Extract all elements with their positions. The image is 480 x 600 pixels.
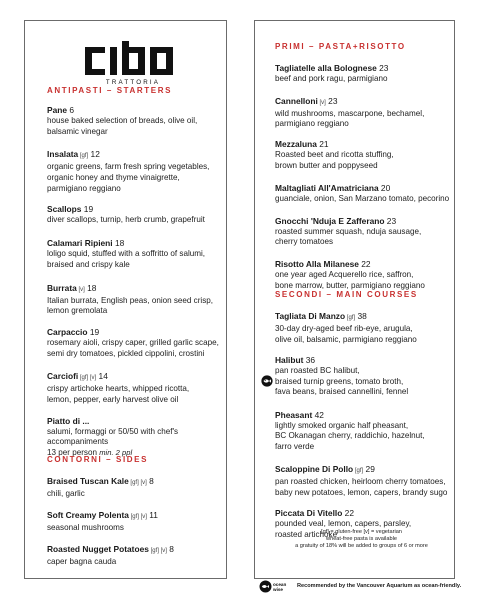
dish-name: Halibut 36 <box>275 355 316 365</box>
dish-name: Piccata Di Vitello 22 <box>275 508 354 519</box>
dish-name: Carciofi [gf] [v] 14 <box>47 371 108 382</box>
dish-description: caper bagna cauda <box>47 557 117 567</box>
dish-description: bone marrow, butter, parmigiano reggiano <box>275 280 425 290</box>
dish-tags: [gf] <box>353 468 364 475</box>
primi-item <box>275 139 448 171</box>
ocean-wise-text: Recommended by the Vancouver Aquarium as ocean-friendly. <box>297 583 462 589</box>
antipasti-heading: ANTIPASTI – STARTERS <box>47 86 173 95</box>
primi-heading: PRIMI – PASTA+RISOTTO <box>275 42 406 51</box>
dish-name: Burrata [v] 18 <box>47 282 97 293</box>
dish-price: 19 <box>81 204 94 215</box>
left-menu-panel <box>24 20 227 579</box>
contorni-item <box>47 544 220 568</box>
dish-price: 8 <box>166 544 174 555</box>
cibo-logo <box>83 41 183 87</box>
dish-description: rosemary aioli, crispy caper, grilled garlic scape, <box>47 338 219 347</box>
dish-price: 42 <box>312 409 324 420</box>
antipasti-item <box>47 149 220 194</box>
dish-description: 30-day dry-aged beef rib-eye, arugula, <box>275 324 413 333</box>
dish-description: semi dry tomatoes, pickled cippolini, crostini <box>47 348 205 358</box>
pasta-note: wheat-free pasta is available <box>326 536 397 542</box>
dish-description: parmigiano reggiano <box>47 183 121 193</box>
antipasti-item <box>47 238 220 270</box>
dish-description: BC Okanagan cherry, raddichio, hazelnut, <box>275 431 425 441</box>
primi-item <box>275 63 448 85</box>
dish-description: pounded veal, lemon, capers, parsley, <box>275 519 412 529</box>
contorni-heading: CONTORNI – SIDES <box>47 455 149 464</box>
dish-description: lemon gremolata <box>47 306 108 316</box>
dish-name: Maltagliati All'Amatriciana 20 <box>275 182 391 193</box>
dish-description: wild mushrooms, mascarpone, bechamel, <box>275 108 425 118</box>
dish-name: Roasted Nugget Potatoes [gf] [v] 8 <box>47 544 174 555</box>
dish-description: seasonal mushrooms <box>47 523 124 533</box>
contorni-item <box>47 476 220 500</box>
dish-tags: [gf] [v] <box>78 375 97 382</box>
secondi-item <box>275 311 448 345</box>
dish-description: organic honey and thyme vinaigrette, <box>47 172 180 182</box>
dish-description: roasted artichoke <box>275 529 338 539</box>
secondi-item <box>275 355 448 398</box>
dish-description: diver scallops, turnip, herb crumb, grapefruit <box>47 215 205 225</box>
dish-description: organic greens, farm fresh spring vegetables, <box>47 162 210 172</box>
dish-price: 21 <box>316 139 329 150</box>
dish-price: 14 <box>96 371 108 382</box>
dish-description: pan roasted BC halibut, <box>275 366 360 375</box>
dish-name: Tagliatelle alla Bolognese 23 <box>275 63 389 73</box>
dish-description: roasted summer squash, nduja sausage, <box>275 226 422 236</box>
dish-description: brown butter and poppyseed <box>275 160 378 170</box>
contorni-item <box>47 510 220 534</box>
dish-description: cherry tomatoes <box>275 237 334 247</box>
dish-price: 22 <box>342 508 354 519</box>
dish-price-note: 13 per person min. 2 ppl <box>47 447 133 457</box>
dish-tags: [gf] [v] <box>148 548 167 555</box>
logo-subtitle: TRATTORIA <box>105 79 161 86</box>
dish-description: guanciale, onion, San Marzano tomato, pecorino <box>275 193 450 203</box>
dish-name: Soft Creamy Polenta [gf] [v] 11 <box>47 510 158 521</box>
dish-price: 23 <box>376 63 389 73</box>
fish-icon <box>261 375 273 387</box>
dish-name: Gnocchi 'Nduja E Zafferano 23 <box>275 215 397 226</box>
ocean-wise-word-1: ocean <box>273 582 287 587</box>
ocean-wise-logo <box>259 580 293 593</box>
antipasti-item <box>47 416 220 459</box>
dish-tags: [gf] [v] <box>128 514 147 521</box>
dish-description: olive oil, balsamic, parmigiano reggiano <box>275 334 417 344</box>
dish-price: 8 <box>146 476 154 486</box>
dish-tags: [gf] <box>345 315 356 321</box>
dish-name: Braised Tuscan Kale [gf] [v] 8 <box>47 476 154 486</box>
dish-name: Calamari Ripieni 18 <box>47 238 125 249</box>
primi-item <box>275 259 448 291</box>
dish-price: 11 <box>146 510 158 521</box>
gratuity-note: a gratuity of 18% will be added to groups of 6 or more <box>295 543 428 549</box>
dish-price: 20 <box>378 182 391 193</box>
dish-tags: [gf] [v] <box>128 480 147 486</box>
dish-description: lemon, pepper, early harvest olive oil <box>47 394 179 404</box>
dish-description: beef and pork ragu, parmigiano <box>275 74 388 83</box>
secondi-item <box>275 464 448 498</box>
dish-price: 6 <box>67 105 75 115</box>
antipasti-item <box>47 204 220 226</box>
dish-description: braised and crispy kale <box>47 259 130 269</box>
ocean-wise-word-2: wise <box>273 587 283 592</box>
dish-description: baby new potatoes, lemon, capers, brandy sugo <box>275 487 448 497</box>
dish-price: 19 <box>87 327 100 337</box>
dish-description: Roasted beet and ricotta stuffing, <box>275 150 394 160</box>
dish-price: 18 <box>84 282 97 293</box>
antipasti-item <box>47 283 220 317</box>
dish-description: loligo squid, stuffed with a soffritto of salumi, <box>47 249 206 259</box>
dish-price: 18 <box>112 238 125 249</box>
dish-name: Insalata [gf] 12 <box>47 149 100 160</box>
dish-name: Scallops 19 <box>47 204 94 215</box>
dish-description: braised turnip greens, tomato broth, <box>275 376 404 386</box>
dish-name: Mezzaluna 21 <box>275 139 329 150</box>
primi-item <box>275 96 448 130</box>
dish-price: 29 <box>363 464 375 475</box>
antipasti-item <box>47 327 220 359</box>
dish-price: 38 <box>355 311 367 321</box>
dish-name: Scaloppine Di Pollo [gf] 29 <box>275 464 375 475</box>
dish-description: salumi, formaggi or 50/50 with chef's <box>47 426 179 436</box>
dish-description: farro verde <box>275 441 315 451</box>
primi-item <box>275 183 448 205</box>
primi-item <box>275 216 448 248</box>
dish-name: Pheasant 42 <box>275 409 324 420</box>
dish-price: 36 <box>303 355 316 365</box>
dish-description: Italian burrata, English peas, onion seed crisp, <box>47 295 214 305</box>
dish-description: balsamic vinegar <box>47 126 108 136</box>
dish-name: Risotto Alla Milanese 22 <box>275 259 371 270</box>
dish-description: one year aged Acquerello rice, saffron, <box>275 270 414 280</box>
dish-description: lightly smoked organic half pheasant, <box>275 420 409 430</box>
dish-price: 22 <box>358 259 371 270</box>
dish-description: house baked selection of breads, olive oil, <box>47 116 198 125</box>
dish-name: Carpaccio 19 <box>47 327 100 337</box>
dish-name: Piatto di ... <box>47 415 90 426</box>
dish-name: Tagliata Di Manzo [gf] 38 <box>275 311 367 321</box>
antipasti-item <box>47 105 220 137</box>
dish-tags: [v] <box>76 286 85 293</box>
dish-tags: [gf] <box>78 153 89 160</box>
dish-description: chili, garlic <box>47 489 85 498</box>
right-menu-panel <box>254 20 462 592</box>
dish-name: Cannelloni [v] 23 <box>275 95 338 106</box>
dish-tags: [v] <box>317 99 326 106</box>
dish-description: accompaniments <box>47 437 109 447</box>
dish-name: Pane 6 <box>47 105 75 115</box>
dish-description: crispy artichoke hearts, whipped ricotta, <box>47 384 190 394</box>
antipasti-item <box>47 371 220 405</box>
dish-price: 23 <box>325 95 338 106</box>
dish-description: parmigiano reggiano <box>275 119 349 129</box>
legend-note: [gf] = gluten-free [v] = vegetarian <box>321 529 402 535</box>
dish-price: 23 <box>384 215 397 226</box>
secondi-item <box>275 410 448 453</box>
dish-price: 12 <box>88 149 100 160</box>
dish-description: fava beans, braised cannellini, fennel <box>275 387 409 397</box>
dish-description: pan roasted chicken, heirloom cherry tomatoes, <box>275 477 446 487</box>
secondi-heading: SECONDI – MAIN COURSES <box>275 290 418 299</box>
